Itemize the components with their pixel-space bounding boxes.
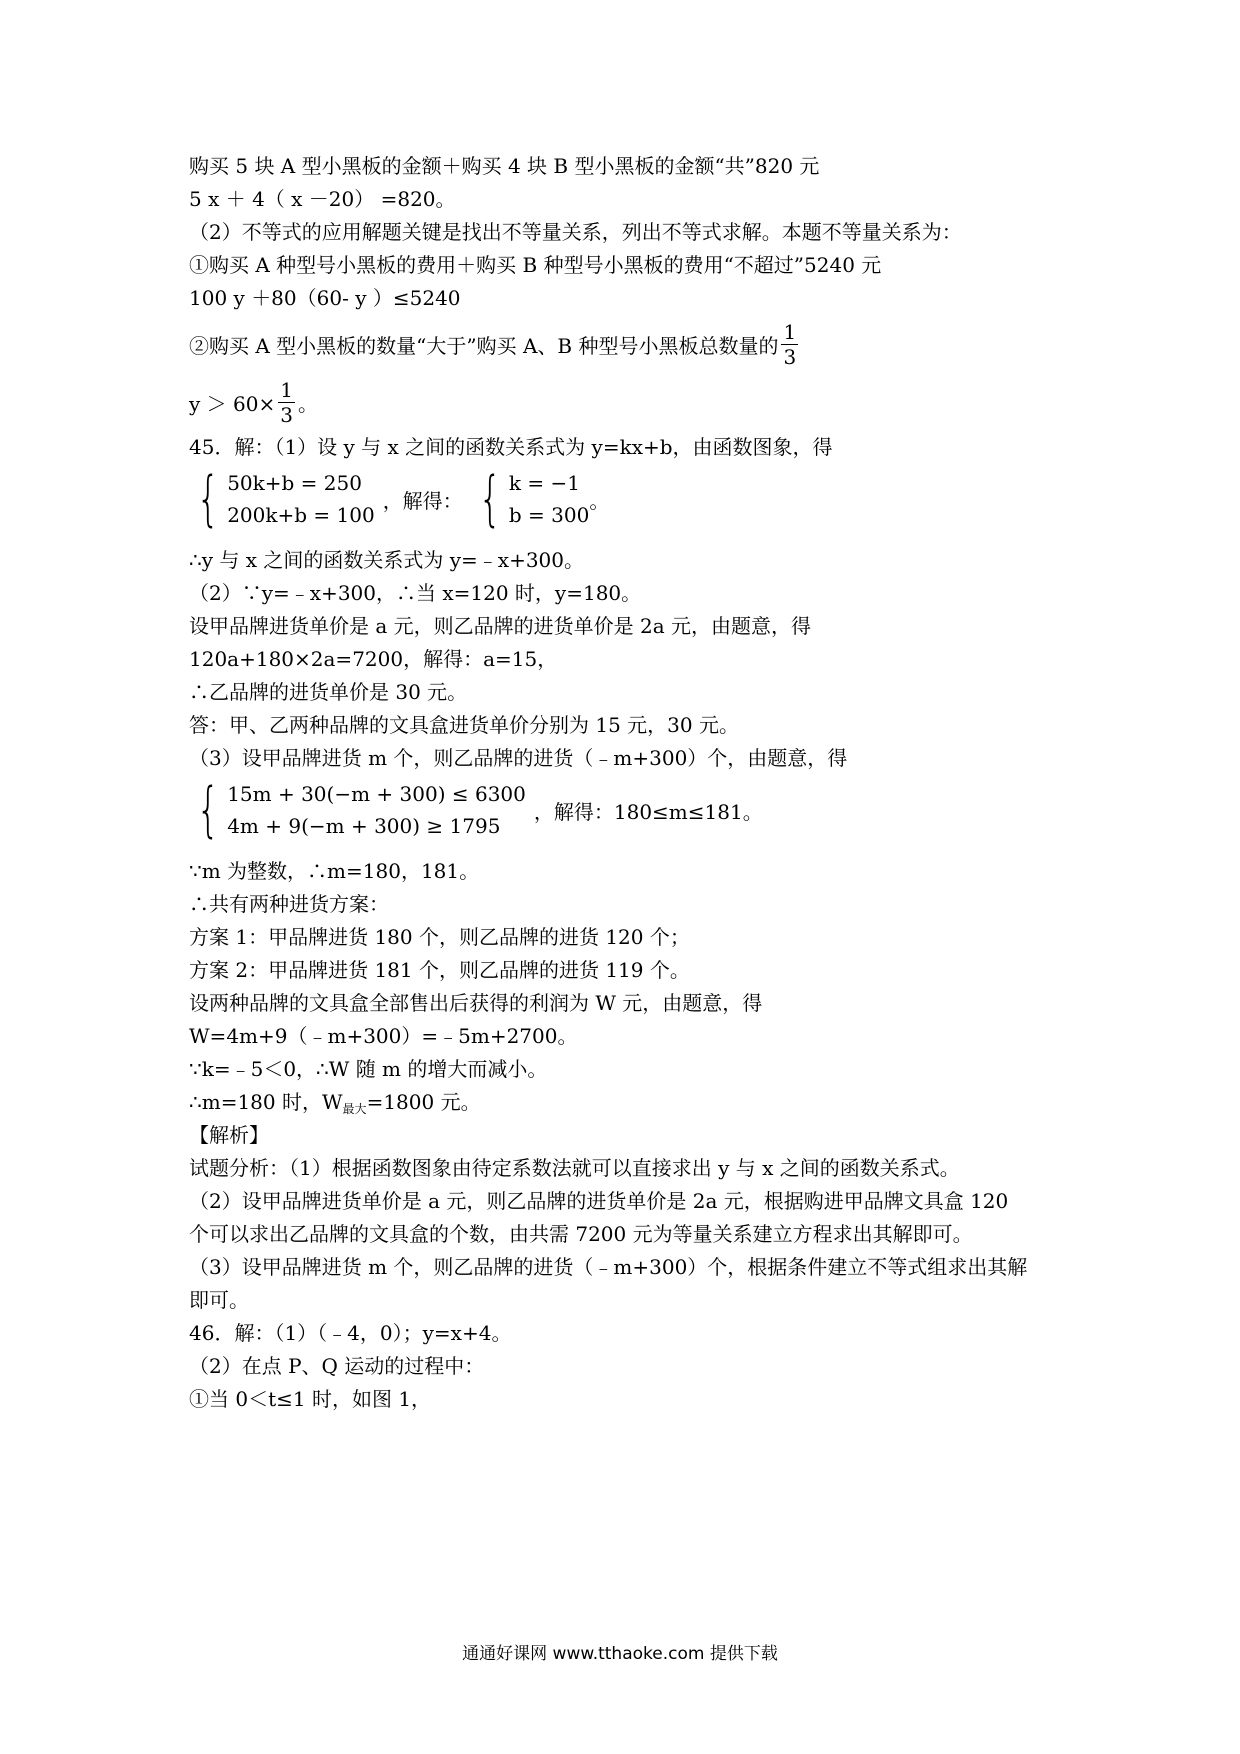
text-line: ∵k=﹣5＜0，∴W 随 m 的增大而减小。 [189,1057,548,1081]
text-line: ∴y 与 x 之间的函数关系式为 y=﹣x+300。 [189,548,584,572]
inequality-line-with-fraction [189,373,1069,431]
system-row: k = −1 [508,471,580,495]
system-rows [227,467,375,531]
text-segment: y ＞ 60× [189,391,276,416]
system-row: 15m + 30(−m + 300) ≤ 6300 [227,782,526,806]
text-line: 购买 5 块 A 型小黑板的金额＋购买 4 块 B 型小黑板的金额“共”820 元 [189,154,820,178]
document-body [189,150,1069,1416]
text-segment: ②购买 A 型小黑板的数量“大于”购买 A、B 种型号小黑板总数量的 [189,333,779,358]
system-row: 200k+b = 100 [227,503,375,527]
page-footer: 通通好课网 www.tthaoke.com 提供下载 [462,1644,778,1664]
inequality-system [189,775,1069,845]
text-line: （2）不等式的应用解题关键是找出不等量关系，列出不等式求解。本题不等量关系为： [189,220,962,244]
text-line: （3）设甲品牌进货 m 个，则乙品牌的进货（﹣m+300）个，由题意，得 [189,746,848,770]
fraction-denominator: 3 [280,402,293,427]
text-line-with-fraction [189,315,1069,373]
inequality-line: 100 y ＋80（60- y ）≤5240 [189,286,461,310]
text-line: 试题分析：（1）根据函数图象由待定系数法就可以直接求出 y 与 x 之间的函数关系式。 [189,1156,960,1180]
text-segment: ，解得：180≤m≤181。 [533,799,763,824]
text-line: ①购买 A 种型号小黑板的费用＋购买 B 种型号小黑板的费用“不超过”5240 元 [189,253,882,277]
problem-45-heading: 45．解：（1）设 y 与 x 之间的函数关系式为 y=kx+b，由函数图象，得 [189,435,833,459]
fraction-denominator: 3 [783,344,797,369]
text-line: ∴乙品牌的进货单价是 30 元。 [189,680,468,704]
text-line: ①当 0＜t≤1 时，如图 1， [189,1387,432,1411]
text-line: ∴共有两种进货方案： [189,892,389,916]
fraction-numerator: 1 [783,319,797,344]
system-rows [509,467,589,531]
section-label: 【解析】 [189,1123,269,1147]
text-line: （3）设甲品牌进货 m 个，则乙品牌的进货（﹣m+300）个，根据条件建立不等式组求出其解 [189,1255,1028,1279]
system-row: b = 300 [508,503,590,527]
brace-icon: { [196,464,220,534]
text-line: 设两种品牌的文具盒全部售出后获得的利润为 W 元，由题意，得 [189,991,763,1015]
text-line: 设甲品牌进货单价是 a 元，则乙品牌的进货单价是 2a 元，由题意，得 [189,614,812,638]
text-line: （2）∵y=﹣x+300，∴当 x=120 时，y=180。 [189,581,642,605]
equation-line: 5 x ＋ 4（ x －20） =820。 [189,187,456,211]
equation-line: 120a+180×2a=7200，解得：a=15， [189,647,558,671]
fraction-numerator: 1 [280,377,293,402]
text-line: （2）在点 P、Q 运动的过程中： [189,1354,485,1378]
text-line: 方案 2：甲品牌进货 181 个，则乙品牌的进货 119 个。 [189,958,690,982]
text-line [189,1086,1069,1119]
text-segment: ，解得： [382,488,463,513]
text-segment: =1800 元。 [366,1090,481,1114]
fraction-one-third [781,319,798,369]
system-row: 4m + 9(−m + 300) ≥ 1795 [227,814,501,838]
text-segment: ∴m=180 时，W [189,1090,343,1114]
brace-icon: { [478,464,502,534]
problem-46-heading: 46．解：（1）（﹣4，0）；y=x+4。 [189,1321,512,1345]
brace-icon: { [196,775,220,845]
system-rows [227,778,526,842]
equation-system-1 [189,464,1069,534]
text-line: （2）设甲品牌进货单价是 a 元，则乙品牌的进货单价是 2a 元，根据购进甲品牌文具盒 120 [189,1189,1009,1213]
fraction-one-third [278,377,295,427]
subscript: 最大 [342,1102,367,1116]
equation-line: W=4m+9（﹣m+300）=﹣5m+2700。 [189,1024,578,1048]
text-segment: 。 [589,488,610,513]
text-line: 个可以求出乙品牌的文具盒的个数，由共需 7200 元为等量关系建立方程求出其解即可。 [189,1222,973,1246]
text-segment: 。 [297,391,318,416]
text-line: 答：甲、乙两种品牌的文具盒进货单价分别为 15 元，30 元。 [189,713,739,737]
system-row: 50k+b = 250 [227,471,362,495]
text-line: ∵m 为整数，∴m=180，181。 [189,859,480,883]
text-line: 即可。 [189,1288,249,1312]
text-line: 方案 1：甲品牌进货 180 个，则乙品牌的进货 120 个； [189,925,690,949]
